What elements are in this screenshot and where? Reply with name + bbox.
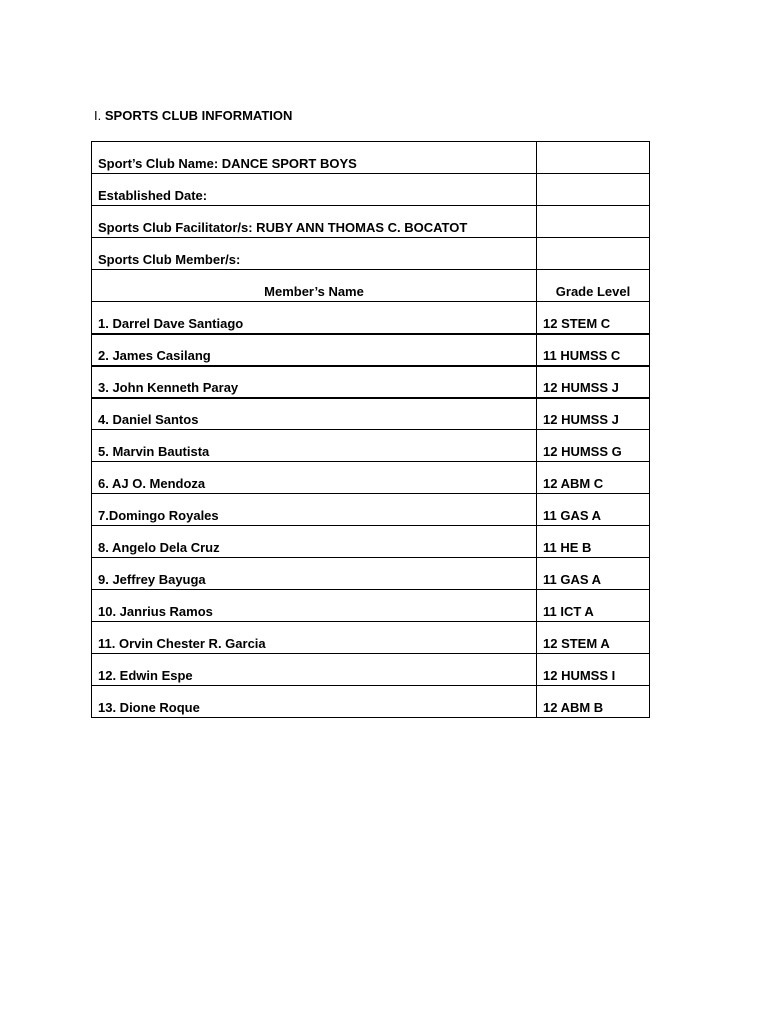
members-label-value-cell (537, 238, 650, 270)
member-name: 3. John Kenneth Paray (92, 366, 537, 398)
table-row (92, 654, 650, 686)
table-row (92, 334, 650, 366)
members-label-row (92, 238, 650, 270)
section-title-text: SPORTS CLUB INFORMATION (104, 108, 293, 123)
table-row (92, 622, 650, 654)
club-name-value-cell (537, 142, 650, 174)
header-grade: Grade Level (537, 270, 650, 302)
member-grade: 12 HUMSS J (537, 398, 650, 430)
member-name: 4. Daniel Santos (92, 398, 537, 430)
member-name: 10. Janrius Ramos (92, 590, 537, 622)
member-grade: 12 ABM B (537, 686, 650, 718)
table-row (92, 398, 650, 430)
facilitator-value-cell (537, 206, 650, 238)
table-row (92, 430, 650, 462)
member-name: 7.Domingo Royales (92, 494, 537, 526)
established-value-cell (537, 174, 650, 206)
member-grade: 11 HUMSS C (537, 334, 650, 366)
facilitator-row (92, 206, 650, 238)
header-row (92, 270, 650, 302)
member-name: 12. Edwin Espe (92, 654, 537, 686)
members-label-cell: Sports Club Member/s: (92, 238, 537, 270)
member-grade: 11 GAS A (537, 494, 650, 526)
member-grade: 11 ICT A (537, 590, 650, 622)
table-row (92, 590, 650, 622)
header-name: Member’s Name (92, 270, 537, 302)
established-cell: Established Date: (92, 174, 537, 206)
table-row (92, 558, 650, 590)
table-row (92, 366, 650, 398)
section-numeral: I. (94, 108, 102, 123)
member-grade: 12 HUMSS G (537, 430, 650, 462)
table-row (92, 526, 650, 558)
table-row (92, 462, 650, 494)
member-grade: 12 STEM C (537, 302, 650, 334)
member-grade: 11 GAS A (537, 558, 650, 590)
member-name: 5. Marvin Bautista (92, 430, 537, 462)
established-row (92, 174, 650, 206)
member-name: 1. Darrel Dave Santiago (92, 302, 537, 334)
member-name: 8. Angelo Dela Cruz (92, 526, 537, 558)
table-row (92, 494, 650, 526)
table-row (92, 302, 650, 334)
section-title (94, 108, 292, 124)
member-grade: 12 STEM A (537, 622, 650, 654)
club-info-table (91, 141, 650, 718)
member-name: 9. Jeffrey Bayuga (92, 558, 537, 590)
table-row (92, 686, 650, 718)
member-grade: 12 ABM C (537, 462, 650, 494)
member-grade: 12 HUMSS J (537, 366, 650, 398)
member-name: 2. James Casilang (92, 334, 537, 366)
member-name: 11. Orvin Chester R. Garcia (92, 622, 537, 654)
club-name-cell: Sport’s Club Name: DANCE SPORT BOYS (92, 142, 537, 174)
member-name: 13. Dione Roque (92, 686, 537, 718)
member-grade: 11 HE B (537, 526, 650, 558)
member-grade: 12 HUMSS I (537, 654, 650, 686)
member-name: 6. AJ O. Mendoza (92, 462, 537, 494)
club-name-row (92, 142, 650, 174)
facilitator-cell: Sports Club Facilitator/s: RUBY ANN THOMAS C. BOCATOT (92, 206, 537, 238)
